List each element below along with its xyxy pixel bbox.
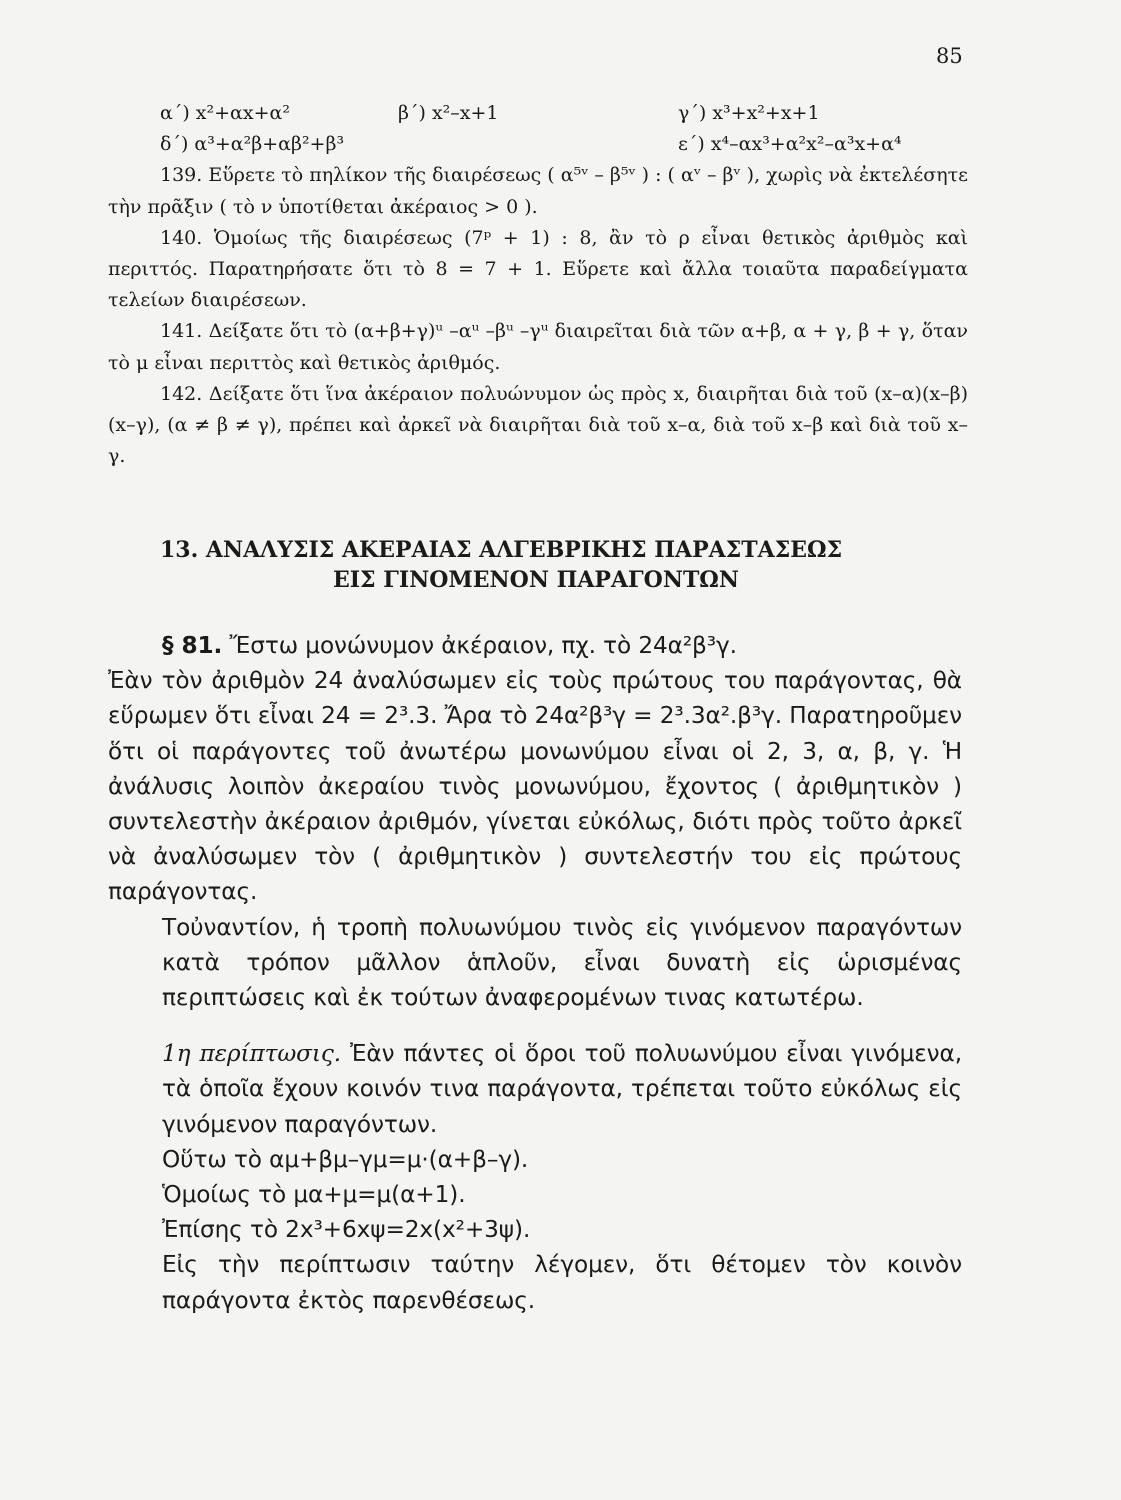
equation-line-3: Ἐπίσης τὸ 2x³+6xψ=2x(x²+3ψ). (162, 1216, 531, 1244)
exercise-142: 142. Δείξατε ὅτι ἵνα ἀκέραιον πολυώνυμον ὡς πρὸς x, διαιρῆται διὰ τοῦ (x–α)(x–β)(x–γ), (α ≠ β ≠ γ), πρέπει καὶ ἀρκεῖ νὰ διαιρῆται διὰ τοῦ x–α, διὰ τοῦ x–β καὶ διὰ τοῦ x–γ. (108, 382, 968, 468)
page-number: 85 (936, 44, 963, 68)
paragraph-common-factor: Εἰς τὴν περίπτωσιν ταύτην λέγομεν, ὅτι θέτομεν τὸν κοινὸν παράγοντα ἐκτὸς παρενθέσεως. (162, 1251, 962, 1314)
paragraph-case-1: 1η περίπτωσις. Ἐὰν πάντες οἱ ὅροι τοῦ πολυωνύμου εἶναι γινόμενα, τὰ ὁποῖα ἔχουν κοινόν τινα παράγοντα, τρέπεται τοῦτο εὐκόλως εἰς γινόμενον παραγόντων. (162, 1040, 962, 1138)
section-body (108, 628, 962, 1318)
paragraph-81-intro: § 81. Ἔστω μονώνυμον ἀκέραιον, πχ. τὸ 24α²β³γ. (162, 632, 737, 659)
exercises-block (108, 98, 968, 472)
expression-a: α΄) x²+αx+α² (160, 102, 290, 124)
exercise-139: 139. Εὕρετε τὸ πηλίκον τῆς διαιρέσεως ( α⁵ᵛ – β⁵ᵛ ) : ( αᵛ – βᵛ ), χωρὶς νὰ ἐκτελέσητε τὴν πρᾶξιν ( τὸ ν ὑποτίθεται ἀκέραιος > 0 ). (108, 164, 968, 218)
expression-d: δ΄) α³+α²β+αβ²+β³ (160, 133, 345, 156)
expression-e: ε΄) x⁴–αx³+α²x²–α³x+α⁴ (678, 133, 902, 156)
equation-line-2: Ὁμοίως τὸ μα+μ=μ(α+1). (162, 1181, 466, 1209)
expression-b: β΄) x²–x+1 (398, 102, 499, 124)
section-mark: § 81. (162, 632, 223, 659)
exercise-141: 141. Δείξατε ὅτι τὸ (α+β+γ)ᵘ –αᵘ –βᵘ –γᵘ διαιρεῖται διὰ τῶν α+β, α + γ, β + γ, ὅταν τὸ μ εἶναι περιττὸς καὶ θετικὸς ἀριθμός. (108, 320, 968, 374)
section-heading-line-1: 13. ΑΝΑΛΥΣΙΣ ΑΚΕΡΑΙΑΣ ΑΛΓΕΒΡΙΚΗΣ ΠΑΡΑΣΤΑΣΕΩΣ (160, 537, 843, 563)
expression-c: γ΄) x³+x²+x+1 (678, 102, 820, 124)
section-heading (160, 535, 882, 595)
expression-row-1 (108, 98, 968, 129)
case-label: 1η περίπτωσις. (162, 1040, 342, 1068)
equation-line-1: Οὕτω τὸ αμ+βμ–γμ=μ·(α+β–γ). (162, 1145, 529, 1173)
expression-row-2 (108, 129, 968, 160)
paragraph-polynomial-note: Τοὐναντίον, ἡ τροπὴ πολυωνύμου τινὸς εἰς γινόμενον παραγόντων κατὰ τρόπον μᾶλλον ἁπλοῦν, εἶναι δυνατὴ εἰς ὡρισμένας περιπτώσεις καὶ ἐκ τούτων ἀναφερομένων τινας κατωτέρω. (162, 913, 962, 1012)
section-heading-line-2: ΕΙΣ ΓΙΝΟΜΕΝΟΝ ΠΑΡΑΓΟΝΤΩΝ (332, 567, 740, 593)
exercise-140: 140. Ὁμοίως τῆς διαιρέσεως (7ᵖ + 1) : 8, ἂν τὸ ρ εἶναι θετικὸς ἀριθμὸς καὶ περιττός. Παρατηρήσατε ὅτι τὸ 8 = 7 + 1. Εὕρετε καὶ ἄλλα τοιαῦτα παραδείγματα τελείων διαιρέσεων. (108, 226, 968, 312)
paragraph-monomial-factors: Ἐὰν τὸν ἀριθμὸν 24 ἀναλύσωμεν εἰς τοὺς πρώτους του παράγοντας, θὰ εὕρωμεν ὅτι εἶναι 24 = 2³.3. Ἄρα τὸ 24α²β³γ = 2³.3α².β³γ. Παρατηροῦμεν ὅτι οἱ παράγοντες τοῦ ἀνωτέρω μονωνύμου εἶναι οἱ 2, 3, α, β, γ. Ἡ ἀνάλυσις λοιπὸν ἀκεραίου τινὸς μονωνύμου, ἔχοντος ( ἀριθμητικὸν ) συντελεστὴν ἀκέραιον ἀριθμόν, γίνεται εὐκόλως, διότι πρὸς τοῦτο ἀρκεῖ νὰ ἀναλύσωμεν τὸν ( ἀριθμητικὸν ) συντελεστήν του εἰς πρώτους παράγοντας. (108, 667, 962, 906)
